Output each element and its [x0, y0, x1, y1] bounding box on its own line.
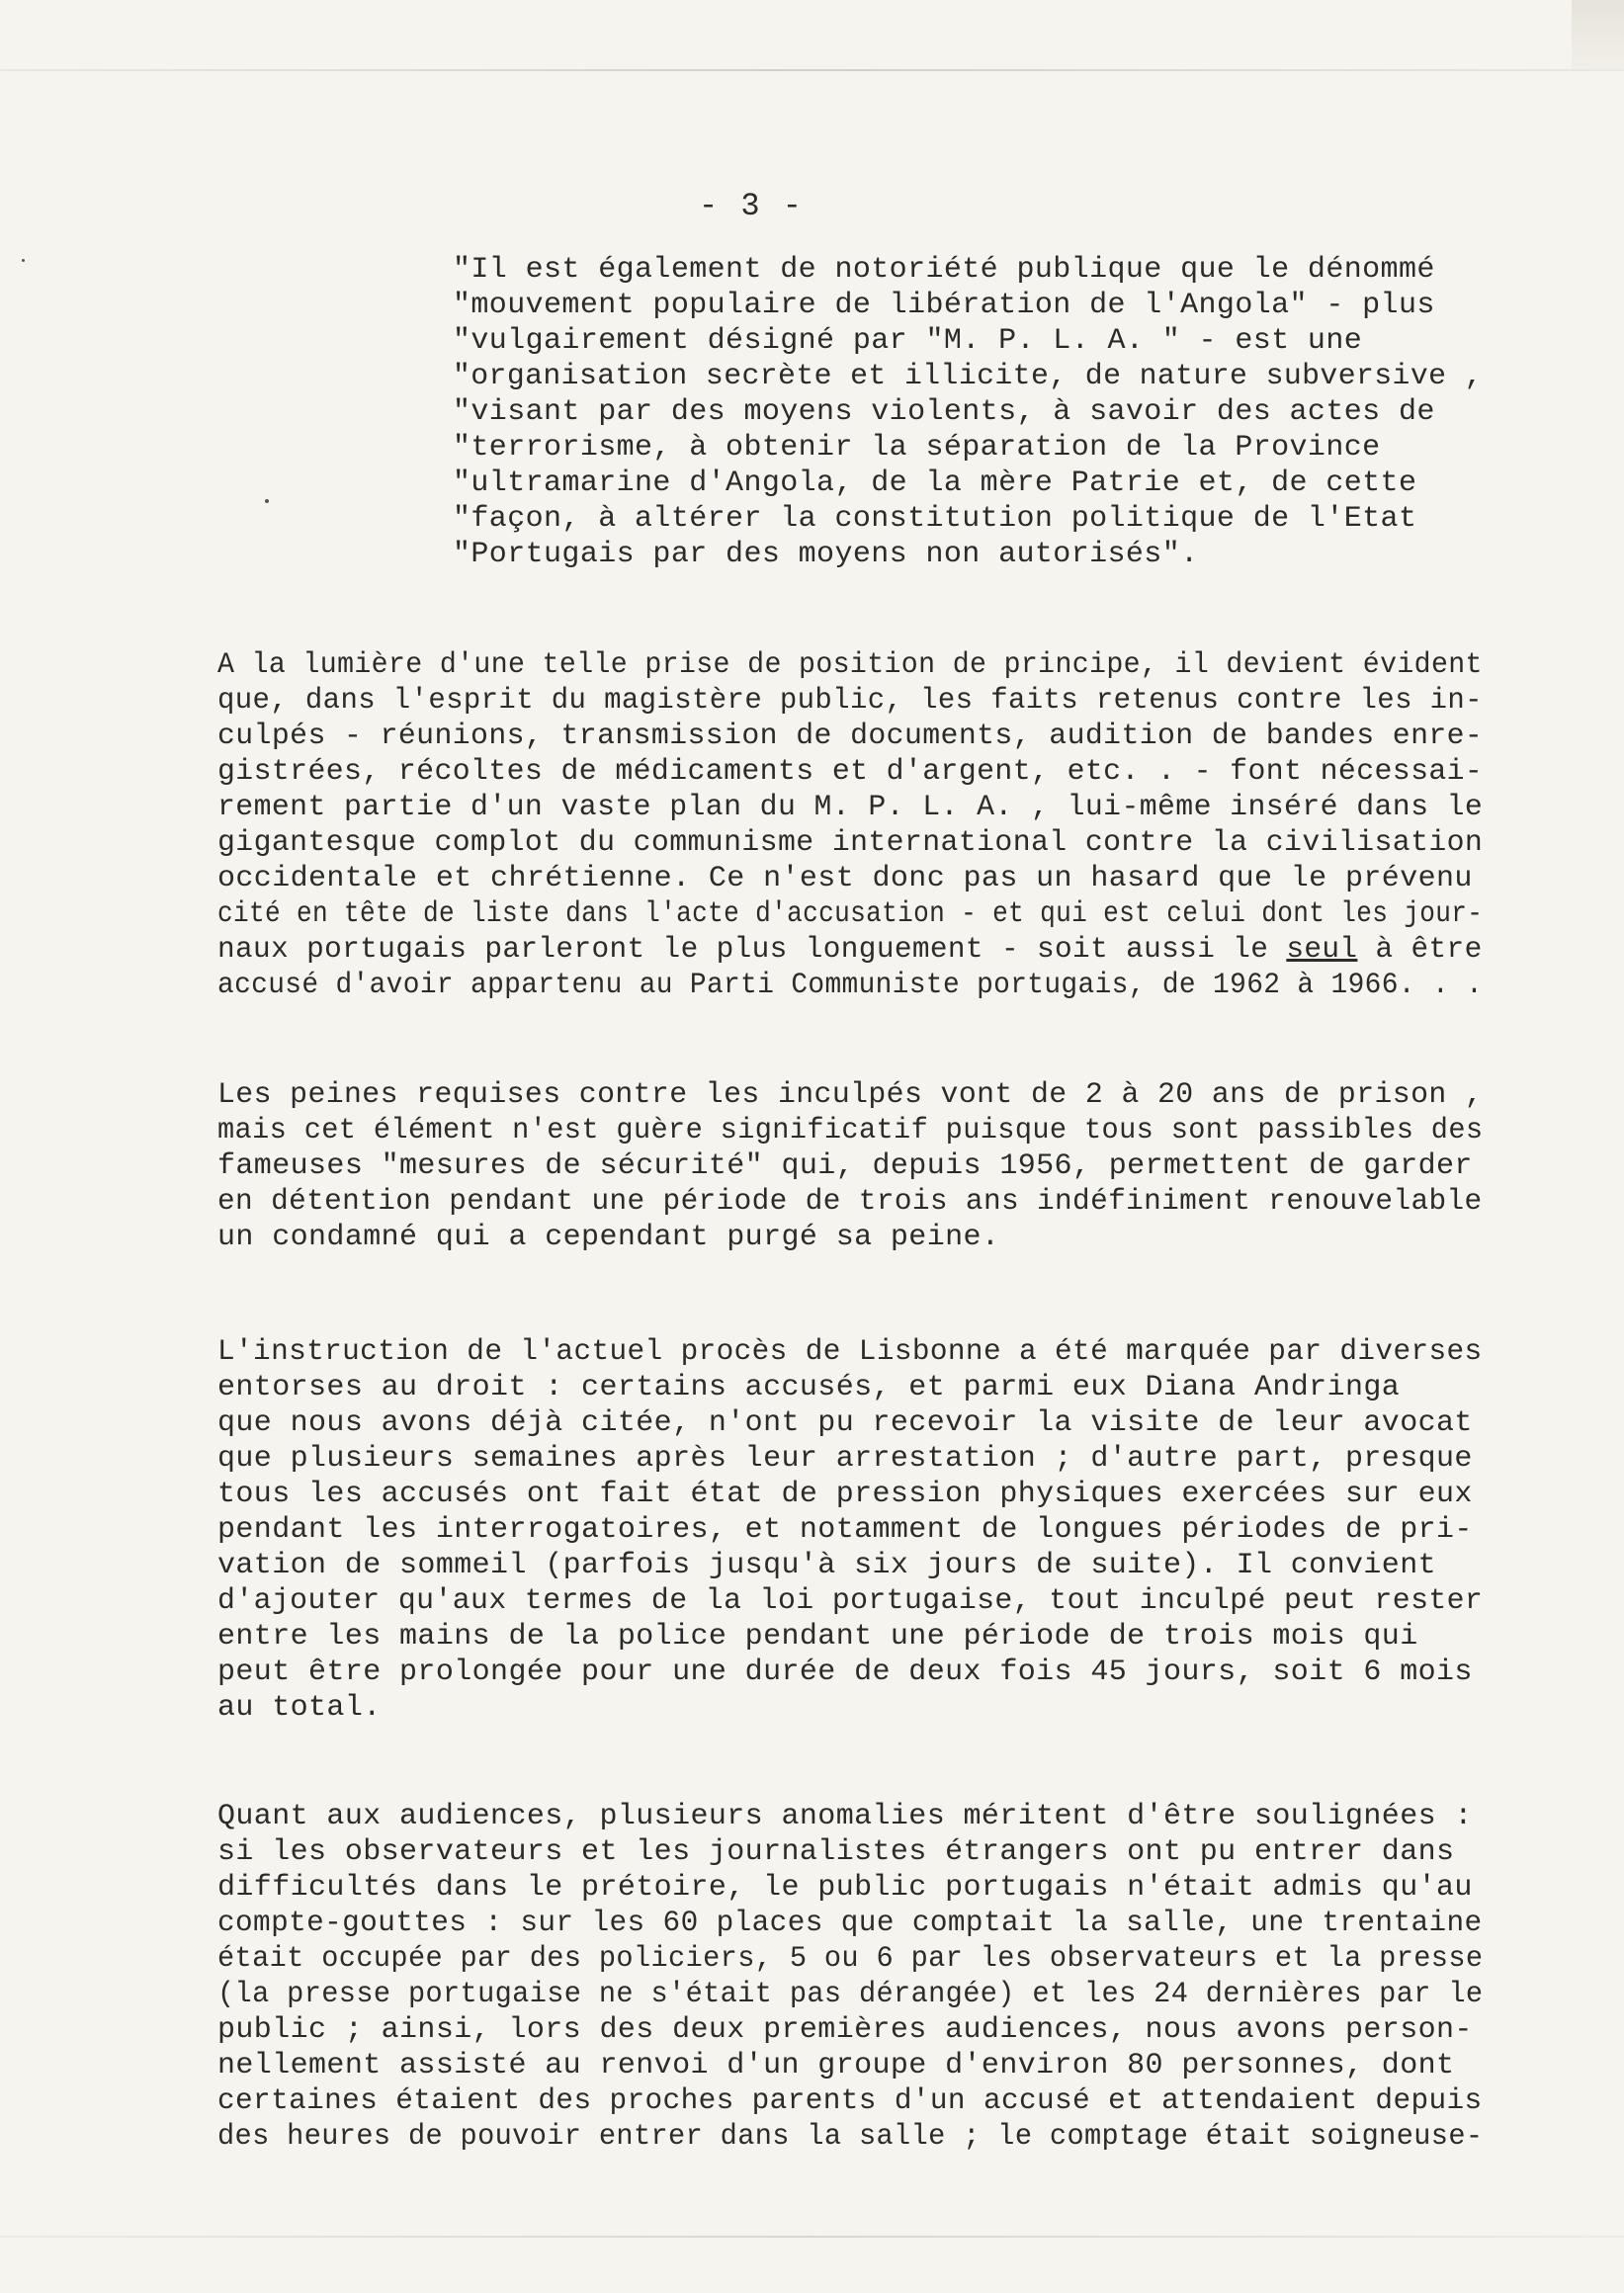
paragraph-line: occidentale et chrétienne. Ce n'est donc pas un hasard que le prévenu [217, 862, 1473, 895]
scan-bottom-edge [0, 2236, 1624, 2238]
paragraph-line: gistrées, récoltes de médicaments et d'argent, etc. . - font nécessai- [217, 755, 1484, 789]
paragraph-line: certaines étaient des proches parents d'un accusé et attendaient depuis [217, 2084, 1483, 2118]
paragraph-line: entre les mains de la police pendant une période de trois mois qui [217, 1620, 1418, 1654]
quote-line: "organisation secrète et illicite, de nature subversive , [453, 360, 1483, 393]
paragraph-line: gigantesque complot du communisme international contre la civilisation [217, 826, 1484, 860]
paragraph-line: peut être prolongée pour une durée de deux fois 45 jours, soit 6 mois [217, 1656, 1473, 1689]
paragraph-line: tous les accusés ont fait état de pression physiques exercées sur eux [217, 1478, 1473, 1511]
paragraph-line: nellement assisté au renvoi d'un groupe d'environ 80 personnes, dont [217, 2049, 1455, 2082]
quote-line: "ultramarine d'Angola, de la mère Patrie et, de cette [453, 467, 1417, 500]
paragraph-line: que, dans l'esprit du magistère public, les faits retenus contre les in- [217, 684, 1483, 718]
paragraph-line: compte-gouttes : sur les 60 places que comptait la salle, une trentaine [217, 1907, 1483, 1940]
paragraph-line: public ; ainsi, lors des deux premières audiences, nous avons person- [217, 2013, 1473, 2047]
quote-line: "terrorisme, à obtenir la séparation de la Province [453, 431, 1381, 465]
paper-speck [265, 499, 269, 503]
paragraph-line: entorses au droit : certains accusés, et parmi eux Diana Andringa [217, 1371, 1401, 1404]
paragraph-line: était occupée par des policiers, 5 ou 6 par les observateurs et la presse [217, 1942, 1484, 1976]
quote-line: "façon, à altérer la constitution politique de l'Etat [453, 502, 1417, 536]
page-number: - 3 - [698, 188, 804, 224]
paragraph-line: culpés - réunions, transmission de documents, audition de bandes enre- [217, 720, 1484, 753]
paragraph-line: mais cet élément n'est guère significatif puisque tous sont passibles des [217, 1114, 1484, 1147]
paragraph-line: cité en tête de liste dans l'acte d'accusation - et qui est celui dont les jour- [217, 897, 1484, 931]
paragraph-line-start: naux portugais parleront le plus longuement - soit aussi le [217, 933, 1287, 967]
paragraph-line: accusé d'avoir appartenu au Parti Communiste portugais, de 1962 à 1966. . . [217, 969, 1484, 1002]
quote-line: "visant par des moyens violents, à savoir des actes de [453, 395, 1435, 429]
quote-line: "Portugais par des moyens non autorisés". [453, 538, 1199, 571]
quote-line: "mouvement populaire de libération de l'Angola" - plus [453, 289, 1435, 322]
paragraph-line: rement partie d'un vaste plan du M. P. L. A. , lui-même inséré dans le [217, 791, 1484, 824]
paragraph-line: fameuses "mesures de sécurité" qui, depuis 1956, permettent de garder [217, 1149, 1473, 1183]
paragraph-line: (la presse portugaise ne s'était pas dérangée) et les 24 dernières par le [217, 1978, 1484, 2011]
paragraph-line: L'instruction de l'actuel procès de Lisbonne a été marquée par diverses [217, 1335, 1483, 1369]
paragraph-line: d'ajouter qu'aux termes de la loi portugaise, tout inculpé peut rester [217, 1584, 1484, 1618]
paragraph-line: que nous avons déjà citée, n'ont pu recevoir la visite de leur avocat [217, 1406, 1473, 1440]
paragraph-line: Quant aux audiences, plusieurs anomalies méritent d'être soulignées : [217, 1800, 1473, 1833]
paragraph-line: vation de sommeil (parfois jusqu'à six jours de suite). Il convient [217, 1549, 1436, 1582]
paragraph-line: au total. [217, 1691, 382, 1725]
paragraph-line: un condamné qui a cependant purgé sa peine. [217, 1221, 1000, 1254]
underlined-word: seul [1286, 933, 1358, 967]
paragraph-line: si les observateurs et les journalistes étrangers ont pu entrer dans [217, 1835, 1455, 1869]
paragraph-line: pendant les interrogatoires, et notamment de longues périodes de pri- [217, 1513, 1473, 1547]
scan-corner-shadow [1572, 0, 1624, 69]
paragraph-line: difficultés dans le prétoire, le public portugais n'était admis qu'au [217, 1871, 1473, 1905]
paragraph-line-with-underline [217, 932, 1483, 968]
paper-speck [22, 259, 25, 262]
paragraph-line: des heures de pouvoir entrer dans la salle ; le comptage était soigneuse- [217, 2120, 1484, 2154]
scan-top-edge [0, 69, 1624, 71]
paragraph-line: en détention pendant une période de trois ans indéfiniment renouvelable [217, 1185, 1483, 1219]
paragraph-line-end: à être [1357, 933, 1483, 967]
paragraph-line: Les peines requises contre les inculpés vont de 2 à 20 ans de prison , [217, 1078, 1484, 1112]
quote-line: "vulgairement désigné par "M. P. L. A. " - est une [453, 324, 1363, 358]
paragraph-line: que plusieurs semaines après leur arrestation ; d'autre part, presque [217, 1442, 1473, 1476]
quote-line: "Il est également de notoriété publique que le dénommé [453, 253, 1435, 287]
paragraph-line: A la lumière d'une telle prise de position de principe, il devient évident [217, 648, 1483, 682]
